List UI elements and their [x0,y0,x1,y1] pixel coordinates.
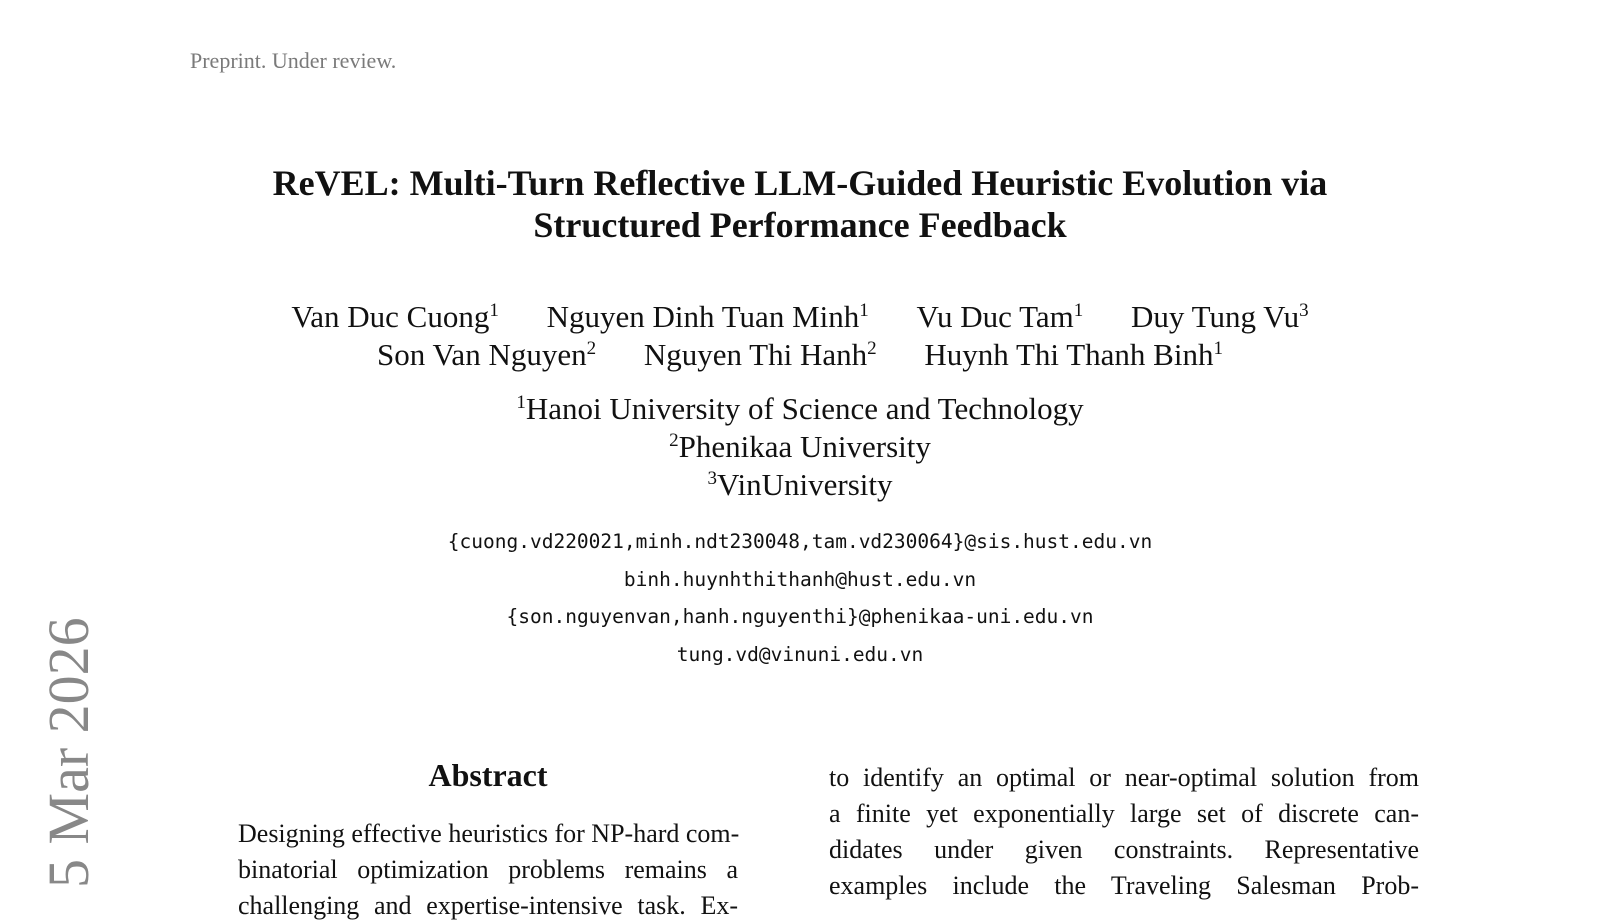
author-affiliation-mark: 1 [489,300,499,321]
arxiv-date-stamp: 5 Mar 2026 [36,617,101,888]
affiliation-name: Phenikaa University [678,429,931,464]
author-name: Nguyen Dinh Tuan Minh [546,299,860,334]
abstract-line: binatorial optimization problems remains a [238,855,738,884]
affiliation-number: 2 [669,430,679,451]
author-affiliation-mark: 1 [1213,338,1223,359]
author-affiliation-mark: 1 [859,300,869,321]
affiliation [0,428,1600,466]
email-line: tung.vd@vinuni.edu.vn [676,642,924,666]
author-name: Huynh Thi Thanh Binh [924,337,1214,372]
author-name: Son Van Nguyen [377,337,587,372]
author [917,299,1084,334]
affiliation-name: VinUniversity [716,467,893,502]
author-row-2 [0,336,1600,374]
author-list [0,298,1600,374]
title-line-2: Structured Performance Feedback [533,205,1067,245]
affiliation-number: 1 [516,392,526,413]
author-affiliation-mark: 2 [586,338,597,359]
body-line: examples include the Traveling Salesman Prob- [829,871,1419,900]
author [1131,299,1309,334]
author-affiliation-mark: 1 [1073,300,1084,321]
affiliation-list [0,390,1600,504]
abstract-line: Designing effective heuristics for NP-hard com- [238,819,740,848]
author-affiliation-mark: 2 [867,338,877,359]
body-line: didates under given constraints. Representative [829,835,1419,864]
author-row-1 [0,298,1600,336]
author-name: Van Duc Cuong [291,299,490,334]
author [291,299,499,334]
email-line: binh.huynhthithanh@hust.edu.vn [623,567,977,591]
author-affiliation-mark: 3 [1299,300,1309,321]
author [924,337,1223,372]
abstract-line: challenging and expertise-intensive task. Ex- [238,891,738,920]
title-line-1: ReVEL: Multi-Turn Reflective LLM-Guided Heuristic Evolution via [272,163,1328,203]
affiliation [0,466,1600,504]
abstract-body [238,816,738,924]
preprint-notice: Preprint. Under review. [190,48,397,73]
affiliation [0,390,1600,428]
author-name: Vu Duc Tam [916,299,1074,334]
author [644,337,877,372]
body-line: a finite yet exponentially large set of discrete can- [829,799,1419,828]
email-line: {son.nguyenvan,hanh.nguyenthi}@phenikaa-uni.edu.vn [506,605,1094,628]
body-line: to identify an optimal or near-optimal solution from [829,763,1419,792]
paper-title [0,162,1600,246]
email-list [0,523,1600,673]
author [377,337,596,372]
author-name: Duy Tung Vu [1131,299,1300,334]
author-name: Nguyen Thi Hanh [643,337,868,372]
abstract-heading: Abstract [428,757,548,793]
affiliation-number: 3 [707,468,717,489]
author [547,299,869,334]
email-line: {cuong.vd220021,minh.ndt230048,tam.vd230064}@sis.hust.edu.vn [447,530,1153,553]
right-column-body [829,760,1419,904]
affiliation-name: Hanoi University of Science and Technology [525,391,1084,426]
